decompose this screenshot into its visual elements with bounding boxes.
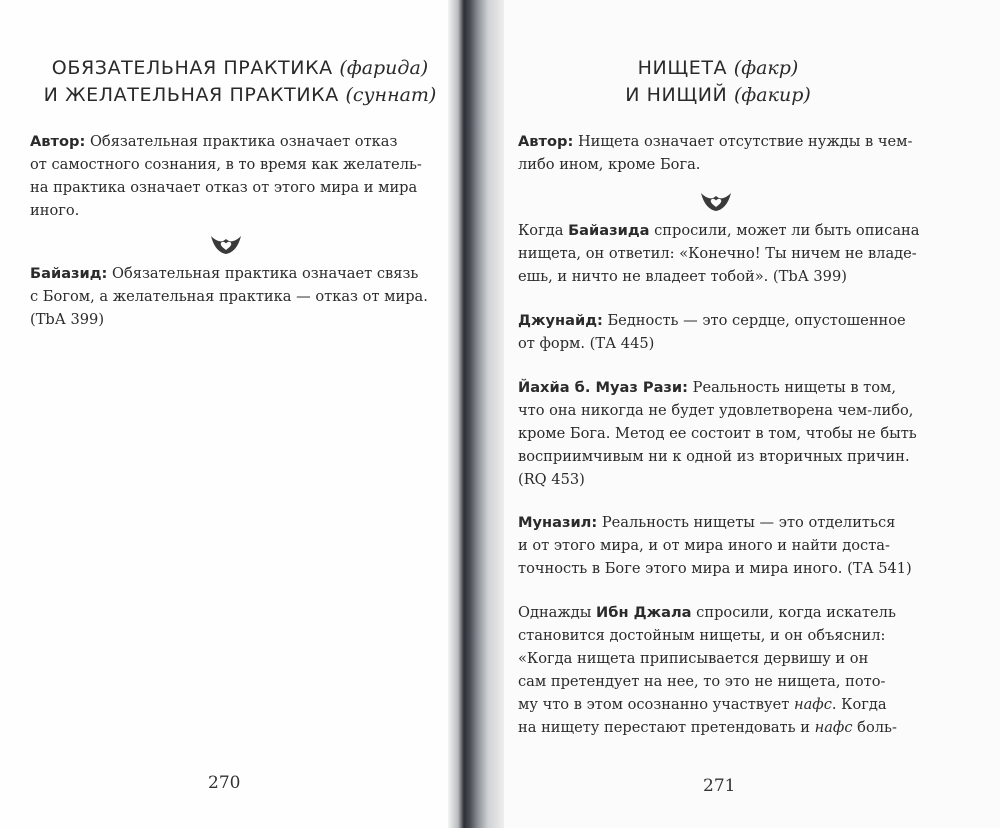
right-entry-bayazid: Когда Байазида спросили, может ли быть описана нищета, он ответил: «Конечно! Ты ничем не владе- ешь, и ничто не владеет тобой». (ТbА 399) xyxy=(518,222,920,285)
left-title-line2: И ЖЕЛАТЕЛЬНАЯ ПРАКТИКА (суннат) xyxy=(43,84,437,106)
left-page-title xyxy=(20,55,460,109)
right-entry-yahya: Йахйа б. Муаз Рази: Реальность нищеты в том, что она никогда не будет удовлетворена чем-либо, кроме Бога. Метод ее состоит в том, чтобы не быть восприимчивым ни к одной из вторичных причин. (RQ 453) xyxy=(518,379,917,488)
right-title-line1: НИЩЕТА (факр) xyxy=(637,57,799,79)
left-title-line1: ОБЯЗАТЕЛЬНАЯ ПРАКТИКА (фарида) xyxy=(51,57,429,79)
left-entry-author: Автор: Обязательная практика означает отказ от самостного сознания, в то время как желатель- на практика означает отказ от этого мира и мира иного. xyxy=(30,133,422,219)
left-entry-bayazid: Байазид: Обязательная практика означает связь с Богом, а желательная практика — отказ от мира. (ТbА 399) xyxy=(30,265,428,328)
right-title-line2: И НИЩИЙ (факир) xyxy=(625,84,811,106)
heart-wings-ornament-icon xyxy=(208,232,244,256)
right-entry-author: Автор: Нищета означает отсутствие нужды в чем- либо ином, кроме Бога. xyxy=(518,133,913,173)
right-entry-ibn-jala: Однажды Ибн Джала спросили, когда искатель становится достойным нищеты, и он объяснил: «Когда нищета приписывается дервишу и он сам претендует на нее, то это не нищета, пото- му что в этом осознанно участвует нафс. Когда на нищету перестают претендовать и нафс боль- xyxy=(518,604,897,736)
right-entry-munazil: Муназил: Реальность нищеты — это отделиться и от этого мира, и от мира иного и найти доста- точность в Боге этого мира и мира иного. (ТА 541) xyxy=(518,514,912,577)
page-number-right: 271 xyxy=(703,776,736,796)
right-page xyxy=(478,0,1000,828)
book-spine-gutter xyxy=(448,0,504,828)
heart-wings-ornament-icon xyxy=(698,189,734,213)
left-page xyxy=(0,0,462,828)
right-page-title xyxy=(478,55,958,109)
page-number-left: 270 xyxy=(208,773,241,793)
right-entry-junayd: Джунайд: Бедность — это сердце, опустошенное от форм. (ТА 445) xyxy=(518,312,906,352)
